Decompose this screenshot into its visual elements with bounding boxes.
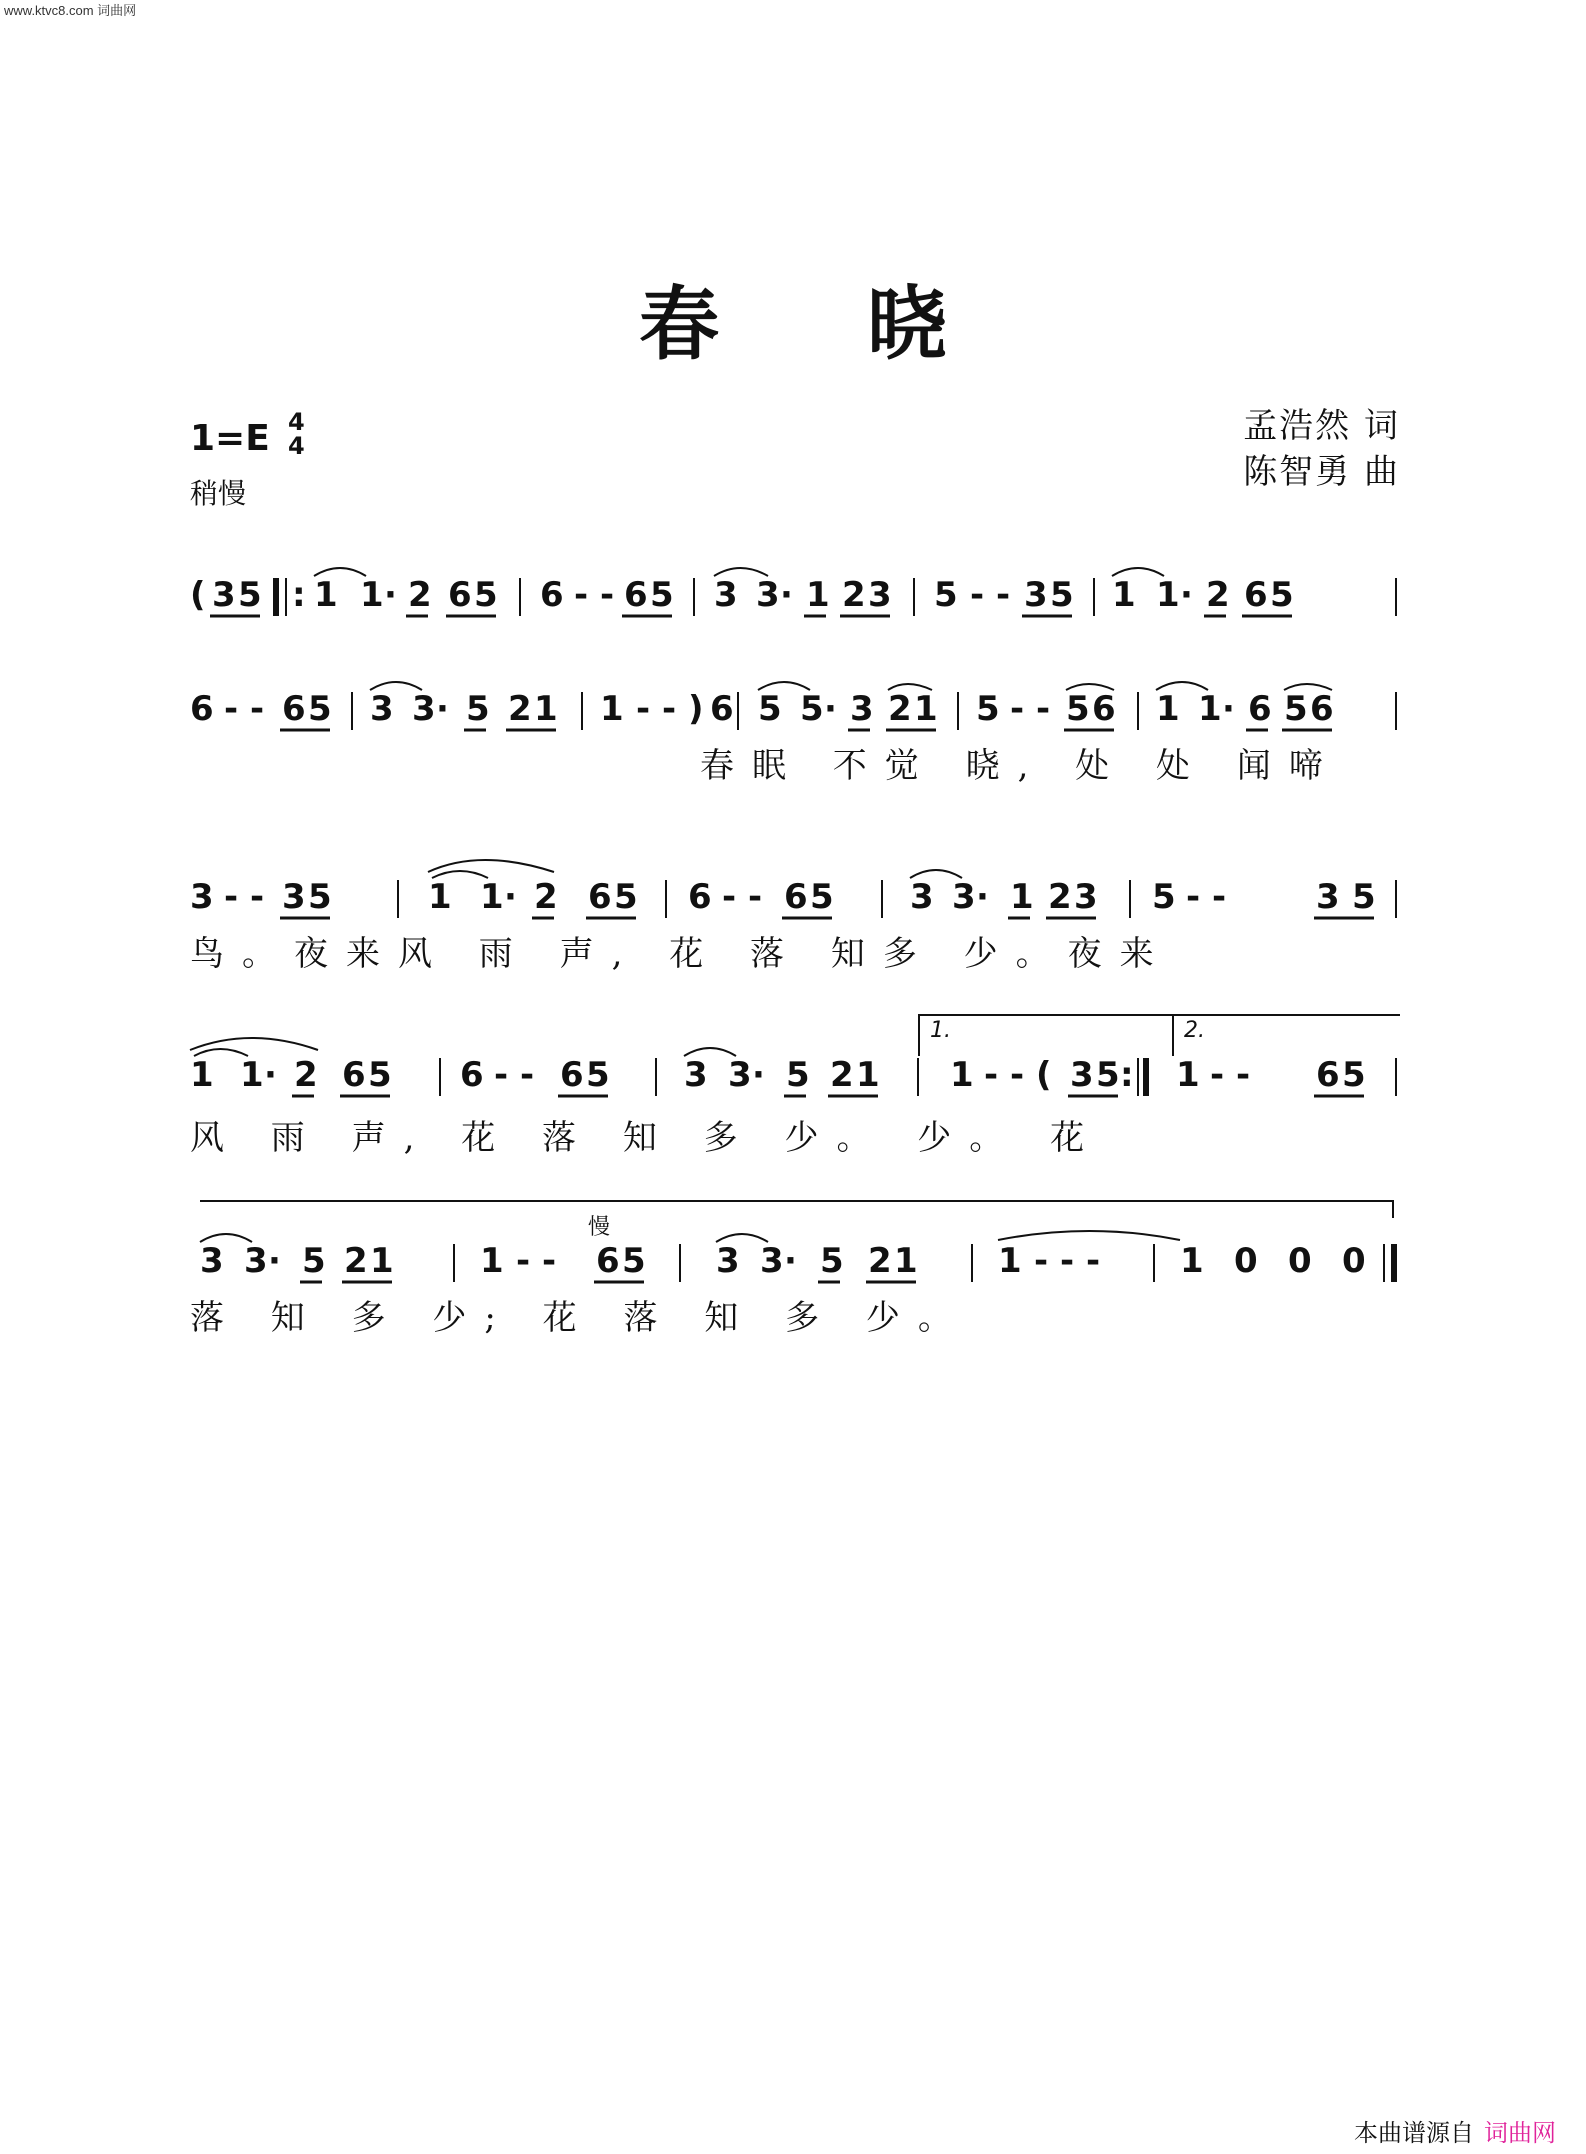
svg-text:(: ( <box>1036 1055 1052 1095</box>
svg-text:2: 2 <box>868 1241 892 1281</box>
svg-text:-: - <box>1034 1241 1049 1281</box>
svg-text:5: 5 <box>800 689 824 729</box>
lyrics-row-3-text: 鸟。夜来风 雨 声, 花 落 知多 少。夜来 <box>190 934 1172 974</box>
svg-text:6: 6 <box>1316 1055 1340 1095</box>
svg-text:5: 5 <box>976 689 1000 729</box>
lyrics-row-5 <box>190 1290 1400 1340</box>
svg-text:3: 3 <box>282 877 306 917</box>
footer-text: 本曲谱源自 <box>1354 2119 1474 2147</box>
svg-text:6: 6 <box>190 689 214 729</box>
svg-text:3: 3 <box>1074 877 1098 917</box>
svg-text:-: - <box>662 689 677 729</box>
svg-text:-: - <box>1060 1241 1075 1281</box>
lyrics-row-2 <box>190 738 1400 788</box>
svg-text:6: 6 <box>448 575 472 615</box>
svg-text:0: 0 <box>1234 1241 1258 1281</box>
svg-text:3: 3 <box>190 877 214 917</box>
svg-text:-: - <box>600 575 615 615</box>
footer <box>1354 2113 1556 2148</box>
svg-text:2: 2 <box>830 1055 854 1095</box>
svg-text:1: 1 <box>534 689 558 729</box>
svg-text:2: 2 <box>344 1241 368 1281</box>
notation-text-row-5: 3 3· 5 2 1 | 1 - - 6 5 | 3 3· 5 2 1 | 1 - - - | 1 0 0 0 ‖ <box>190 1576 580 1595</box>
svg-text:1: 1 <box>428 877 452 917</box>
svg-text:3: 3 <box>850 689 874 729</box>
footer-brand-link[interactable]: 词曲网 <box>1484 2119 1556 2147</box>
svg-text:6: 6 <box>588 877 612 917</box>
svg-text:6: 6 <box>342 1055 366 1095</box>
svg-text:6: 6 <box>1310 689 1334 729</box>
notation-row-3-svg <box>190 872 1400 932</box>
svg-text:3: 3 <box>1316 877 1340 917</box>
svg-text:5: 5 <box>650 575 674 615</box>
svg-text:1: 1 <box>480 1241 504 1281</box>
svg-text:·: · <box>1180 575 1193 615</box>
svg-text:5: 5 <box>1050 575 1074 615</box>
svg-text:5: 5 <box>1152 877 1176 917</box>
svg-text:1: 1 <box>1176 1055 1200 1095</box>
svg-text:-: - <box>1036 689 1051 729</box>
svg-text:1: 1 <box>1112 575 1136 615</box>
lyrics-row-4 <box>190 1110 1400 1160</box>
svg-text:2: 2 <box>1206 575 1230 615</box>
svg-text::: : <box>292 575 306 615</box>
svg-text:·: · <box>264 1055 277 1095</box>
svg-text:2: 2 <box>1048 877 1072 917</box>
svg-text:·: · <box>976 877 989 917</box>
svg-text:5: 5 <box>1066 689 1090 729</box>
svg-text:-: - <box>520 1055 535 1095</box>
svg-text:3: 3 <box>1024 575 1048 615</box>
svg-text:-: - <box>1210 1055 1225 1095</box>
lyrics-row-5-text: 落 知 多 少; 花 落 知 多 少。 <box>190 1298 970 1338</box>
svg-text:·: · <box>504 877 517 917</box>
svg-text:3: 3 <box>370 689 394 729</box>
svg-text:5: 5 <box>622 1241 646 1281</box>
svg-text:1: 1 <box>914 689 938 729</box>
svg-text:3: 3 <box>760 1241 784 1281</box>
svg-text:2: 2 <box>508 689 532 729</box>
svg-text:1: 1 <box>480 877 504 917</box>
song-title: 春 晓 <box>639 277 1007 371</box>
svg-text:3: 3 <box>910 877 934 917</box>
svg-text:5: 5 <box>1284 689 1308 729</box>
svg-text:6: 6 <box>1092 689 1116 729</box>
svg-text:5: 5 <box>810 877 834 917</box>
svg-text:6: 6 <box>1248 689 1272 729</box>
svg-text:-: - <box>250 877 265 917</box>
svg-text:1: 1 <box>1198 689 1222 729</box>
svg-text:1: 1 <box>314 575 338 615</box>
svg-text:1: 1 <box>856 1055 880 1095</box>
svg-text:·: · <box>824 689 837 729</box>
svg-text:3: 3 <box>684 1055 708 1095</box>
svg-text:5: 5 <box>1342 1055 1366 1095</box>
svg-text:3: 3 <box>714 575 738 615</box>
notation-row-5-svg <box>190 1236 1400 1296</box>
svg-text:-: - <box>970 575 985 615</box>
tempo-marking: 稍慢 <box>190 477 247 510</box>
svg-text:1: 1 <box>998 1241 1022 1281</box>
svg-text:3: 3 <box>1070 1055 1094 1095</box>
svg-text:2: 2 <box>408 575 432 615</box>
svg-text:-: - <box>516 1241 531 1281</box>
continuation-bracket <box>200 1200 1394 1218</box>
svg-text:5: 5 <box>308 877 332 917</box>
svg-text:-: - <box>1010 1055 1025 1095</box>
svg-text:·: · <box>268 1241 281 1281</box>
svg-text:-: - <box>748 877 763 917</box>
svg-text:5: 5 <box>758 689 782 729</box>
svg-text::: : <box>1120 1055 1134 1095</box>
svg-text:6: 6 <box>710 689 734 729</box>
svg-text:-: - <box>1186 877 1201 917</box>
lyrics-row-2-text: 春眠 不觉 晓, 处 处 闻啼 <box>700 746 1341 786</box>
svg-text:·: · <box>784 1241 797 1281</box>
svg-text:2: 2 <box>534 877 558 917</box>
svg-text:(: ( <box>190 575 206 615</box>
svg-text:-: - <box>224 877 239 917</box>
svg-text:6: 6 <box>784 877 808 917</box>
svg-text:·: · <box>1222 689 1235 729</box>
svg-text:1: 1 <box>1156 689 1180 729</box>
svg-text:-: - <box>996 575 1011 615</box>
svg-text:6: 6 <box>282 689 306 729</box>
svg-text:3: 3 <box>728 1055 752 1095</box>
svg-text:): ) <box>688 689 704 729</box>
svg-text:1: 1 <box>950 1055 974 1095</box>
svg-text:3: 3 <box>212 575 236 615</box>
svg-text:6: 6 <box>624 575 648 615</box>
svg-text:-: - <box>636 689 651 729</box>
svg-text:0: 0 <box>1288 1241 1312 1281</box>
svg-text:5: 5 <box>368 1055 392 1095</box>
notation-text-row-1: (3 5 ‖: 1 1· 2 6 5 | 6 - - 6 5 | 3 3· 1 2 3 | 5 - - 3 5 | 1 1· 2 6 5 | <box>190 1500 672 1519</box>
svg-text:1: 1 <box>600 689 624 729</box>
svg-text:0: 0 <box>1342 1241 1366 1281</box>
svg-text:-: - <box>984 1055 999 1095</box>
svg-text:-: - <box>1236 1055 1251 1095</box>
svg-text:5: 5 <box>934 575 958 615</box>
svg-text:6: 6 <box>560 1055 584 1095</box>
svg-text:2: 2 <box>842 575 866 615</box>
time-signature <box>288 410 305 458</box>
svg-text:-: - <box>224 689 239 729</box>
lyrics-row-4-text: 风 雨 声, 花 落 知 多 少。 少。 花 <box>190 1118 1103 1158</box>
notation-text-block <box>190 1500 1390 1595</box>
svg-text:1: 1 <box>1010 877 1034 917</box>
svg-text:5: 5 <box>466 689 490 729</box>
watermark: www.ktvc8.com 词曲网 <box>4 3 137 18</box>
svg-text:1: 1 <box>1156 575 1180 615</box>
svg-text:5: 5 <box>302 1241 326 1281</box>
svg-text:2: 2 <box>294 1055 318 1095</box>
svg-text:1: 1 <box>190 1055 214 1095</box>
lyricist-credit: 孟浩然 词 <box>1243 406 1400 446</box>
svg-text:2: 2 <box>888 689 912 729</box>
notation-text-row-3: 3 - - 3 5 | 1 1· 2 6 5 | 6 - - 6 5 | 3 3· 1 2 3 | 5 - - 3 5 | <box>190 1538 603 1557</box>
svg-text:·: · <box>752 1055 765 1095</box>
svg-text:3: 3 <box>756 575 780 615</box>
svg-text:5: 5 <box>786 1055 810 1095</box>
svg-text:1: 1 <box>370 1241 394 1281</box>
svg-text:-: - <box>1086 1241 1101 1281</box>
svg-text:6: 6 <box>596 1241 620 1281</box>
svg-text:-: - <box>250 689 265 729</box>
svg-text:5: 5 <box>586 1055 610 1095</box>
time-signature-bottom: 4 <box>288 432 305 460</box>
svg-text:·: · <box>384 575 397 615</box>
notation-text-row-2: 6 - - 6 5 | 3 3· 5 2 1 | 1 - - )6 | 5 5· 3 2 1 | 5 - - 5 6 | 1 1· 6 5 6 | <box>190 1519 686 1538</box>
svg-text:3: 3 <box>412 689 436 729</box>
svg-text:3: 3 <box>200 1241 224 1281</box>
svg-text:3: 3 <box>244 1241 268 1281</box>
svg-text:3: 3 <box>868 575 892 615</box>
svg-text:6: 6 <box>540 575 564 615</box>
svg-text:-: - <box>1010 689 1025 729</box>
notation-row-5 <box>190 1236 1400 1296</box>
svg-text:-: - <box>1212 877 1227 917</box>
svg-text:5: 5 <box>1270 575 1294 615</box>
svg-text:5: 5 <box>308 689 332 729</box>
svg-text:1: 1 <box>894 1241 918 1281</box>
svg-text:·: · <box>780 575 793 615</box>
composer-credit: 陈智勇 曲 <box>1243 452 1400 492</box>
svg-text:6: 6 <box>460 1055 484 1095</box>
svg-text:1: 1 <box>360 575 384 615</box>
svg-text:3: 3 <box>952 877 976 917</box>
time-signature-top: 4 <box>288 408 305 436</box>
key-signature: 1=E <box>190 418 270 459</box>
volta-2 <box>1172 1014 1400 1056</box>
svg-text:-: - <box>542 1241 557 1281</box>
volta-1 <box>918 1014 1180 1056</box>
volta-2-label: 2. <box>1184 1018 1205 1043</box>
volta-1-label: 1. <box>930 1018 951 1043</box>
notation-row-1 <box>190 570 1400 630</box>
svg-text:-: - <box>494 1055 509 1095</box>
svg-text:5: 5 <box>614 877 638 917</box>
svg-text:5: 5 <box>1352 877 1376 917</box>
notation-row-4 <box>190 1050 1400 1110</box>
svg-text:-: - <box>574 575 589 615</box>
svg-text:6: 6 <box>1244 575 1268 615</box>
svg-text:·: · <box>436 689 449 729</box>
svg-text:5: 5 <box>1096 1055 1120 1095</box>
slow-marking: 慢 <box>588 1215 611 1240</box>
svg-text:-: - <box>722 877 737 917</box>
svg-text:1: 1 <box>240 1055 264 1095</box>
notation-row-4-svg <box>190 1050 1400 1110</box>
notation-text-row-4: 1 1· 2 6 5 | 6 - - 6 5 | 3 3· 5 2 1 | 1 - - ( 3 5 :‖ 1 - - 6 5 | <box>190 1557 622 1576</box>
svg-text:3: 3 <box>716 1241 740 1281</box>
svg-text:5: 5 <box>238 575 262 615</box>
notation-row-2 <box>190 684 1400 744</box>
lyrics-row-3 <box>190 926 1400 976</box>
notation-row-3 <box>190 872 1400 932</box>
svg-text:5: 5 <box>820 1241 844 1281</box>
svg-text:5: 5 <box>474 575 498 615</box>
notation-row-1-svg <box>190 570 1400 630</box>
svg-text:6: 6 <box>688 877 712 917</box>
notation-row-2-svg <box>190 684 1400 744</box>
svg-text:1: 1 <box>1180 1241 1204 1281</box>
svg-text:1: 1 <box>806 575 830 615</box>
